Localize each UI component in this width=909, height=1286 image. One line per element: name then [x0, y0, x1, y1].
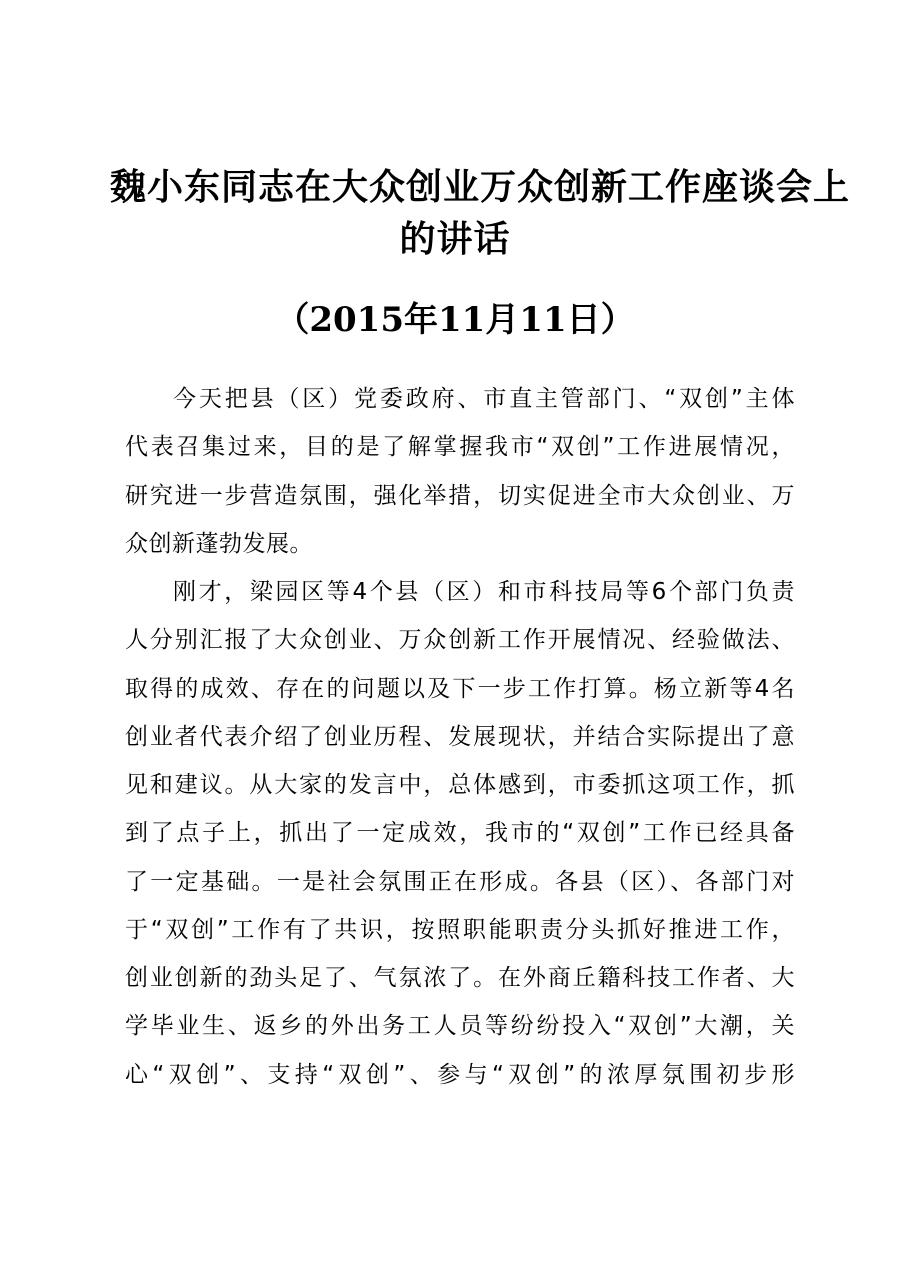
paragraph-2-line: 人分别汇报了大众创业、万众创新工作开展情况、经验做法、 [125, 627, 795, 653]
paragraph-1-line: 众创新蓬勃发展。 [125, 531, 313, 557]
paragraph-2-line: 到了点子上，抓出了一定成效，我市的“双创”工作已经具备 [125, 820, 795, 846]
document-date: （2015年11月11日） [275, 300, 635, 340]
paragraph-2-line: 心“双创”、支持“双创”、参与“双创”的浓厚氛围初步形 [125, 1062, 795, 1088]
paragraph-2-line: 了一定基础。一是社会氛围正在形成。各县（区）、各部门对 [125, 869, 795, 895]
paragraph-1-line: 今天把县（区）党委政府、市直主管部门、“双创”主体 [173, 386, 795, 412]
paragraph-1-line: 代表召集过来，目的是了解掌握我市“双创”工作进展情况， [125, 434, 795, 460]
paragraph-2-line: 创业创新的劲头足了、气氛浓了。在外商丘籍科技工作者、大 [125, 965, 795, 991]
paragraph-2-line: 见和建议。从大家的发言中，总体感到，市委抓这项工作，抓 [125, 772, 795, 798]
document-title-line-2: 的讲话 [399, 218, 511, 260]
document-title-line-1: 魏小东同志在大众创业万众创新工作座谈会上 [110, 166, 851, 208]
paragraph-2-line: 学毕业生、返乡的外出务工人员等纷纷投入“双创”大潮，关 [125, 1013, 795, 1039]
paragraph-2-line: 刚才，梁园区等4个县（区）和市科技局等6个部门负责 [173, 579, 795, 605]
paragraph-2-line: 于“双创”工作有了共识，按照职能职责分头抓好推进工作， [125, 917, 795, 943]
paragraph-2-line: 取得的成效、存在的问题以及下一步工作打算。杨立新等4名 [125, 676, 795, 702]
paragraph-1-line: 研究进一步营造氛围，强化举措，切实促进全市大众创业、万 [125, 483, 795, 509]
paragraph-2-line: 创业者代表介绍了创业历程、发展现状，并结合实际提出了意 [125, 724, 795, 750]
